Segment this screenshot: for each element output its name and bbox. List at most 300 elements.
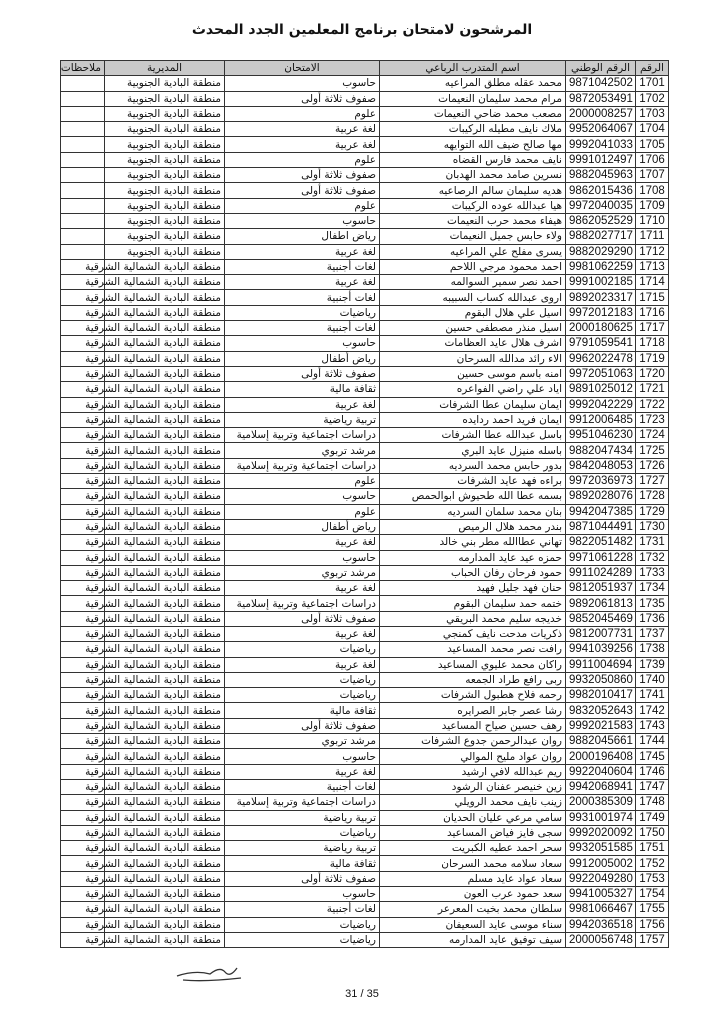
cell-trainee-name: باسله منيزل عايد البري	[380, 443, 566, 458]
header-number: الرقم	[636, 61, 669, 76]
table-row	[61, 290, 669, 305]
table-row	[61, 810, 669, 825]
cell-exam: حاسوب	[225, 887, 380, 902]
cell-number: 1742	[636, 703, 669, 718]
cell-national-id: 9862015436	[566, 183, 636, 198]
header-notes: ملاحظات	[61, 61, 105, 76]
cell-notes	[61, 244, 105, 259]
cell-number: 1713	[636, 259, 669, 274]
cell-directorate: منطقة البادية الشمالية الشرقية	[105, 275, 225, 290]
cell-exam: رياض أطفال	[225, 351, 380, 366]
cell-number: 1728	[636, 489, 669, 504]
cell-trainee-name: ملاك نايف مطيله الركيبات	[380, 122, 566, 137]
table-row	[61, 198, 669, 213]
cell-directorate: منطقة البادية الشمالية الشرقية	[105, 764, 225, 779]
header-trainee-name: اسم المتدرب الرباعي	[380, 61, 566, 76]
cell-national-id: 9882047434	[566, 443, 636, 458]
cell-national-id: 9992021583	[566, 718, 636, 733]
cell-trainee-name: حمود فرحان رفان الحباب	[380, 565, 566, 580]
cell-trainee-name: بنان محمد سلمان السرديه	[380, 504, 566, 519]
cell-directorate: منطقة البادية الشمالية الشرقية	[105, 734, 225, 749]
cell-directorate: منطقة البادية الشمالية الشرقية	[105, 825, 225, 840]
cell-number: 1714	[636, 275, 669, 290]
cell-trainee-name: مصعب محمد ضاحي النعيمات	[380, 106, 566, 121]
table-row	[61, 443, 669, 458]
cell-directorate: منطقة البادية الشمالية الشرقية	[105, 626, 225, 641]
cell-national-id: 2000196408	[566, 749, 636, 764]
cell-national-id: 9882027717	[566, 229, 636, 244]
table-row	[61, 168, 669, 183]
cell-national-id: 9812051937	[566, 581, 636, 596]
cell-exam: علوم	[225, 474, 380, 489]
cell-exam: حاسوب	[225, 749, 380, 764]
cell-trainee-name: احمد نصر سمير السوالمه	[380, 275, 566, 290]
cell-exam: مرشد تربوي	[225, 734, 380, 749]
table-row	[61, 382, 669, 397]
cell-number: 1745	[636, 749, 669, 764]
candidates-table	[60, 60, 669, 948]
cell-number: 1703	[636, 106, 669, 121]
cell-directorate: منطقة البادية الشمالية الشرقية	[105, 672, 225, 687]
cell-directorate: منطقة البادية الجنوبية	[105, 229, 225, 244]
document-title: المرشحون لامتحان برنامج المعلمين الجدد المحدث	[191, 22, 533, 38]
cell-notes	[61, 76, 105, 91]
cell-number: 1708	[636, 183, 669, 198]
table-row	[61, 734, 669, 749]
cell-directorate: منطقة البادية الشمالية الشرقية	[105, 810, 225, 825]
cell-directorate: منطقة البادية الشمالية الشرقية	[105, 428, 225, 443]
cell-exam: علوم	[225, 152, 380, 167]
cell-national-id: 9882045963	[566, 168, 636, 183]
cell-trainee-name: اياد علي راضي الفواعره	[380, 382, 566, 397]
cell-notes	[61, 229, 105, 244]
cell-number: 1755	[636, 902, 669, 917]
cell-number: 1705	[636, 137, 669, 152]
table-row	[61, 703, 669, 718]
cell-exam: صفوف ثلاثة أولى	[225, 366, 380, 381]
cell-number: 1733	[636, 565, 669, 580]
cell-trainee-name: رحمه فلاح هطبول الشرفات	[380, 688, 566, 703]
table-row	[61, 366, 669, 381]
cell-national-id: 9842048053	[566, 458, 636, 473]
cell-trainee-name: بسمه عطا الله طحيوش ابوالحمص	[380, 489, 566, 504]
cell-notes	[61, 137, 105, 152]
cell-exam: لغة عربية	[225, 397, 380, 412]
cell-exam: علوم	[225, 504, 380, 519]
cell-directorate: منطقة البادية الشمالية الشرقية	[105, 611, 225, 626]
table-row	[61, 626, 669, 641]
cell-directorate: منطقة البادية الشمالية الشرقية	[105, 366, 225, 381]
cell-number: 1720	[636, 366, 669, 381]
cell-trainee-name: سناء موسى عايد السعيفان	[380, 917, 566, 932]
header-national-id: الرقم الوطني	[566, 61, 636, 76]
cell-national-id: 9862052529	[566, 213, 636, 228]
cell-national-id: 9791059541	[566, 336, 636, 351]
cell-national-id: 9971061228	[566, 550, 636, 565]
cell-national-id: 9892028076	[566, 489, 636, 504]
table-row	[61, 825, 669, 840]
cell-number: 1731	[636, 535, 669, 550]
cell-trainee-name: ذكريات مدحت نايف كمنجي	[380, 626, 566, 641]
cell-trainee-name: نسرين صامد محمد الهدبان	[380, 168, 566, 183]
cell-national-id: 9941005327	[566, 887, 636, 902]
table-row	[61, 351, 669, 366]
cell-trainee-name: ختمه حمد سليمان البقوم	[380, 596, 566, 611]
cell-national-id: 2000180625	[566, 321, 636, 336]
cell-directorate: منطقة البادية الشمالية الشرقية	[105, 703, 225, 718]
cell-trainee-name: خديجه سليم محمد البريقي	[380, 611, 566, 626]
cell-exam: لغات أجنبية	[225, 902, 380, 917]
cell-directorate: منطقة البادية الجنوبية	[105, 183, 225, 198]
cell-notes	[61, 106, 105, 121]
cell-exam: رياضيات	[225, 642, 380, 657]
cell-exam: صفوف ثلاثة أولى	[225, 168, 380, 183]
cell-national-id: 9972012183	[566, 305, 636, 320]
cell-trainee-name: سيف توفيق عايد المدارمه	[380, 932, 566, 947]
table-row	[61, 412, 669, 427]
cell-directorate: منطقة البادية الشمالية الشرقية	[105, 259, 225, 274]
cell-number: 1737	[636, 626, 669, 641]
cell-directorate: منطقة البادية الجنوبية	[105, 106, 225, 121]
cell-national-id: 9981062259	[566, 259, 636, 274]
cell-national-id: 9972051063	[566, 366, 636, 381]
cell-directorate: منطقة البادية الشمالية الشرقية	[105, 596, 225, 611]
cell-exam: تربية رياضية	[225, 412, 380, 427]
cell-exam: لغة عربية	[225, 244, 380, 259]
cell-number: 1744	[636, 734, 669, 749]
cell-trainee-name: اسيل منذر مصطفى حسين	[380, 321, 566, 336]
table-row	[61, 91, 669, 106]
cell-national-id: 9942068941	[566, 779, 636, 794]
cell-directorate: منطقة البادية الشمالية الشرقية	[105, 535, 225, 550]
cell-national-id: 9882029290	[566, 244, 636, 259]
cell-number: 1736	[636, 611, 669, 626]
table-row	[61, 428, 669, 443]
cell-directorate: منطقة البادية الجنوبية	[105, 168, 225, 183]
cell-national-id: 9992042229	[566, 397, 636, 412]
cell-exam: حاسوب	[225, 76, 380, 91]
table-row	[61, 504, 669, 519]
cell-national-id: 9981066467	[566, 902, 636, 917]
table-row	[61, 718, 669, 733]
cell-number: 1751	[636, 841, 669, 856]
cell-exam: مرشد تربوي	[225, 443, 380, 458]
cell-trainee-name: مها صالح ضيف الله التوايهه	[380, 137, 566, 152]
cell-national-id: 9832052643	[566, 703, 636, 718]
cell-directorate: منطقة البادية الشمالية الشرقية	[105, 749, 225, 764]
cell-exam: تربية رياضية	[225, 841, 380, 856]
cell-number: 1739	[636, 657, 669, 672]
cell-number: 1710	[636, 213, 669, 228]
cell-exam: لغات أجنبية	[225, 321, 380, 336]
cell-trainee-name: الاء رائد مدالله السرحان	[380, 351, 566, 366]
cell-notes	[61, 168, 105, 183]
cell-number: 1712	[636, 244, 669, 259]
cell-notes	[61, 183, 105, 198]
table-row	[61, 565, 669, 580]
cell-exam: رياضيات	[225, 917, 380, 932]
cell-exam: صفوف ثلاثة أولى	[225, 91, 380, 106]
cell-national-id: 9852045469	[566, 611, 636, 626]
cell-exam: حاسوب	[225, 489, 380, 504]
cell-national-id: 9942047385	[566, 504, 636, 519]
cell-notes	[61, 213, 105, 228]
cell-national-id: 9991012497	[566, 152, 636, 167]
table-row	[61, 902, 669, 917]
cell-national-id: 9942036518	[566, 917, 636, 932]
cell-exam: رياضيات	[225, 305, 380, 320]
cell-directorate: منطقة البادية الشمالية الشرقية	[105, 688, 225, 703]
cell-trainee-name: رشا عصر جابر الصرايره	[380, 703, 566, 718]
cell-number: 1746	[636, 764, 669, 779]
cell-trainee-name: سجى فايز فياض المساعيد	[380, 825, 566, 840]
cell-exam: دراسات اجتماعية وتربية إسلامية	[225, 795, 380, 810]
cell-national-id: 9911024289	[566, 565, 636, 580]
cell-notes	[61, 122, 105, 137]
cell-trainee-name: حمزه عيد عايد المدارمه	[380, 550, 566, 565]
cell-national-id: 9932050860	[566, 672, 636, 687]
cell-exam: لغة عربية	[225, 137, 380, 152]
cell-national-id: 9931001974	[566, 810, 636, 825]
cell-exam: لغات أجنبية	[225, 259, 380, 274]
table-row	[61, 841, 669, 856]
cell-exam: حاسوب	[225, 550, 380, 565]
cell-directorate: منطقة البادية الشمالية الشرقية	[105, 779, 225, 794]
table-row	[61, 397, 669, 412]
cell-directorate: منطقة البادية الشمالية الشرقية	[105, 305, 225, 320]
cell-directorate: منطقة البادية الشمالية الشرقية	[105, 887, 225, 902]
cell-exam: علوم	[225, 198, 380, 213]
cell-directorate: منطقة البادية الشمالية الشرقية	[105, 382, 225, 397]
table-row	[61, 489, 669, 504]
table-row	[61, 458, 669, 473]
cell-national-id: 9932051585	[566, 841, 636, 856]
cell-number: 1718	[636, 336, 669, 351]
cell-exam: رياضيات	[225, 932, 380, 947]
cell-number: 1741	[636, 688, 669, 703]
cell-trainee-name: سعد حمود عرب العون	[380, 887, 566, 902]
table-row	[61, 596, 669, 611]
cell-trainee-name: راكان محمد عليوي المساعيد	[380, 657, 566, 672]
cell-exam: صفوف ثلاثة أولى	[225, 718, 380, 733]
cell-number: 1719	[636, 351, 669, 366]
cell-exam: لغة عربية	[225, 657, 380, 672]
cell-number: 1701	[636, 76, 669, 91]
cell-trainee-name: ايمان سليمان عطا الشرفات	[380, 397, 566, 412]
cell-directorate: منطقة البادية الشمالية الشرقية	[105, 336, 225, 351]
cell-national-id: 9922049280	[566, 871, 636, 886]
cell-number: 1743	[636, 718, 669, 733]
cell-directorate: منطقة البادية الشمالية الشرقية	[105, 351, 225, 366]
cell-directorate: منطقة البادية الشمالية الشرقية	[105, 290, 225, 305]
table-row	[61, 688, 669, 703]
cell-directorate: منطقة البادية الجنوبية	[105, 152, 225, 167]
table-row	[61, 672, 669, 687]
cell-number: 1723	[636, 412, 669, 427]
cell-national-id: 9972040035	[566, 198, 636, 213]
cell-directorate: منطقة البادية الجنوبية	[105, 76, 225, 91]
header-directorate: المديرية	[105, 61, 225, 76]
cell-number: 1721	[636, 382, 669, 397]
cell-notes	[61, 152, 105, 167]
table-row	[61, 550, 669, 565]
cell-number: 1726	[636, 458, 669, 473]
cell-national-id: 9991002185	[566, 275, 636, 290]
table-row	[61, 749, 669, 764]
cell-directorate: منطقة البادية الشمالية الشرقية	[105, 917, 225, 932]
cell-directorate: منطقة البادية الشمالية الشرقية	[105, 657, 225, 672]
cell-national-id: 9992041033	[566, 137, 636, 152]
cell-trainee-name: سعاد عواد عايد مسلم	[380, 871, 566, 886]
cell-notes	[61, 91, 105, 106]
cell-national-id: 9992020092	[566, 825, 636, 840]
cell-trainee-name: يسرى مفلح علي المراعيه	[380, 244, 566, 259]
cell-directorate: منطقة البادية الشمالية الشرقية	[105, 504, 225, 519]
cell-number: 1740	[636, 672, 669, 687]
cell-exam: دراسات اجتماعية وتربية إسلامية	[225, 596, 380, 611]
signature	[175, 960, 245, 984]
cell-trainee-name: هيفاء محمد حرب النعيمات	[380, 213, 566, 228]
cell-number: 1711	[636, 229, 669, 244]
cell-national-id: 9972036973	[566, 474, 636, 489]
cell-number: 1756	[636, 917, 669, 932]
cell-directorate: منطقة البادية الشمالية الشرقية	[105, 458, 225, 473]
cell-number: 1734	[636, 581, 669, 596]
cell-national-id: 9911004694	[566, 657, 636, 672]
table-row	[61, 305, 669, 320]
cell-exam: لغة عربية	[225, 581, 380, 596]
cell-number: 1706	[636, 152, 669, 167]
cell-exam: ثقافة مالية	[225, 856, 380, 871]
table-row	[61, 321, 669, 336]
cell-exam: مرشد تربوي	[225, 565, 380, 580]
page-number: 31 / 35	[345, 988, 379, 1000]
cell-number: 1753	[636, 871, 669, 886]
cell-national-id: 9892061813	[566, 596, 636, 611]
table-row	[61, 152, 669, 167]
table-row	[61, 122, 669, 137]
cell-number: 1735	[636, 596, 669, 611]
cell-number: 1730	[636, 519, 669, 534]
cell-exam: حاسوب	[225, 336, 380, 351]
cell-national-id: 9951046230	[566, 428, 636, 443]
cell-national-id: 9872053491	[566, 91, 636, 106]
cell-number: 1725	[636, 443, 669, 458]
table-row	[61, 76, 669, 91]
table-row	[61, 856, 669, 871]
cell-number: 1748	[636, 795, 669, 810]
cell-trainee-name: اروى عبدالله كساب السبيبه	[380, 290, 566, 305]
cell-national-id: 9912006485	[566, 412, 636, 427]
cell-exam: لغات أجنبية	[225, 290, 380, 305]
cell-directorate: منطقة البادية الشمالية الشرقية	[105, 902, 225, 917]
cell-directorate: منطقة البادية الشمالية الشرقية	[105, 932, 225, 947]
cell-exam: لغة عربية	[225, 535, 380, 550]
cell-number: 1757	[636, 932, 669, 947]
cell-directorate: منطقة البادية الجنوبية	[105, 244, 225, 259]
cell-national-id: 9952064067	[566, 122, 636, 137]
cell-exam: رياض أطفال	[225, 519, 380, 534]
table-row	[61, 275, 669, 290]
table-row	[61, 932, 669, 947]
cell-trainee-name: رافت نصر محمد المساعيد	[380, 642, 566, 657]
cell-national-id: 9871042502	[566, 76, 636, 91]
cell-number: 1704	[636, 122, 669, 137]
cell-trainee-name: محمد عقله مطلق المراعيه	[380, 76, 566, 91]
cell-trainee-name: ربى رافع طراد الجمعه	[380, 672, 566, 687]
cell-directorate: منطقة البادية الشمالية الشرقية	[105, 856, 225, 871]
cell-directorate: منطقة البادية الشمالية الشرقية	[105, 397, 225, 412]
cell-exam: لغة عربية	[225, 764, 380, 779]
cell-directorate: منطقة البادية الشمالية الشرقية	[105, 321, 225, 336]
cell-trainee-name: رهف حسين صياح المساعيد	[380, 718, 566, 733]
cell-trainee-name: زين خنيصر عفنان الرشود	[380, 779, 566, 794]
table-row	[61, 657, 669, 672]
cell-exam: رياض اطفال	[225, 229, 380, 244]
cell-number: 1752	[636, 856, 669, 871]
cell-trainee-name: ولاء حابس جميل النعيمات	[380, 229, 566, 244]
cell-number: 1707	[636, 168, 669, 183]
cell-number: 1724	[636, 428, 669, 443]
cell-national-id: 2000056748	[566, 932, 636, 947]
table-row	[61, 229, 669, 244]
cell-trainee-name: سامي مرعي عليان الحديان	[380, 810, 566, 825]
cell-trainee-name: نايف محمد فارس القضاه	[380, 152, 566, 167]
table-row	[61, 137, 669, 152]
table-row	[61, 764, 669, 779]
cell-directorate: منطقة البادية الشمالية الشرقية	[105, 519, 225, 534]
cell-number: 1749	[636, 810, 669, 825]
cell-directorate: منطقة البادية الشمالية الشرقية	[105, 718, 225, 733]
cell-national-id: 9891025012	[566, 382, 636, 397]
cell-number: 1702	[636, 91, 669, 106]
table-row	[61, 887, 669, 902]
table-row	[61, 244, 669, 259]
cell-exam: لغات أجنبية	[225, 779, 380, 794]
table-row	[61, 611, 669, 626]
cell-exam: رياضيات	[225, 688, 380, 703]
cell-national-id: 9941039256	[566, 642, 636, 657]
table-row	[61, 581, 669, 596]
cell-exam: دراسات اجتماعية وتربية إسلامية	[225, 458, 380, 473]
cell-trainee-name: امنه باسم موسى حسين	[380, 366, 566, 381]
cell-national-id: 9912005002	[566, 856, 636, 871]
cell-exam: ثقافة مالية	[225, 703, 380, 718]
cell-trainee-name: ايمان فريد احمد ردايده	[380, 412, 566, 427]
cell-exam: صفوف ثلاثة أولى	[225, 611, 380, 626]
cell-trainee-name: باسل عبدالله عطا الشرفات	[380, 428, 566, 443]
cell-trainee-name: سلطان محمد بخيت المعرعر	[380, 902, 566, 917]
cell-number: 1738	[636, 642, 669, 657]
cell-exam: صفوف ثلاثة أولى	[225, 871, 380, 886]
cell-number: 1750	[636, 825, 669, 840]
cell-directorate: منطقة البادية الجنوبية	[105, 213, 225, 228]
cell-number: 1729	[636, 504, 669, 519]
cell-number: 1717	[636, 321, 669, 336]
cell-directorate: منطقة البادية الجنوبية	[105, 122, 225, 137]
table-row	[61, 917, 669, 932]
header-exam: الامتحان	[225, 61, 380, 76]
table-header-row	[61, 61, 669, 76]
cell-directorate: منطقة البادية الشمالية الشرقية	[105, 550, 225, 565]
cell-directorate: منطقة البادية الشمالية الشرقية	[105, 474, 225, 489]
cell-exam: صفوف ثلاثة أولى	[225, 183, 380, 198]
cell-trainee-name: حنان فهد جليل فهيد	[380, 581, 566, 596]
cell-number: 1727	[636, 474, 669, 489]
cell-trainee-name: روان عبدالرحمن جدوع الشرفات	[380, 734, 566, 749]
cell-exam: علوم	[225, 106, 380, 121]
cell-national-id: 9962022478	[566, 351, 636, 366]
